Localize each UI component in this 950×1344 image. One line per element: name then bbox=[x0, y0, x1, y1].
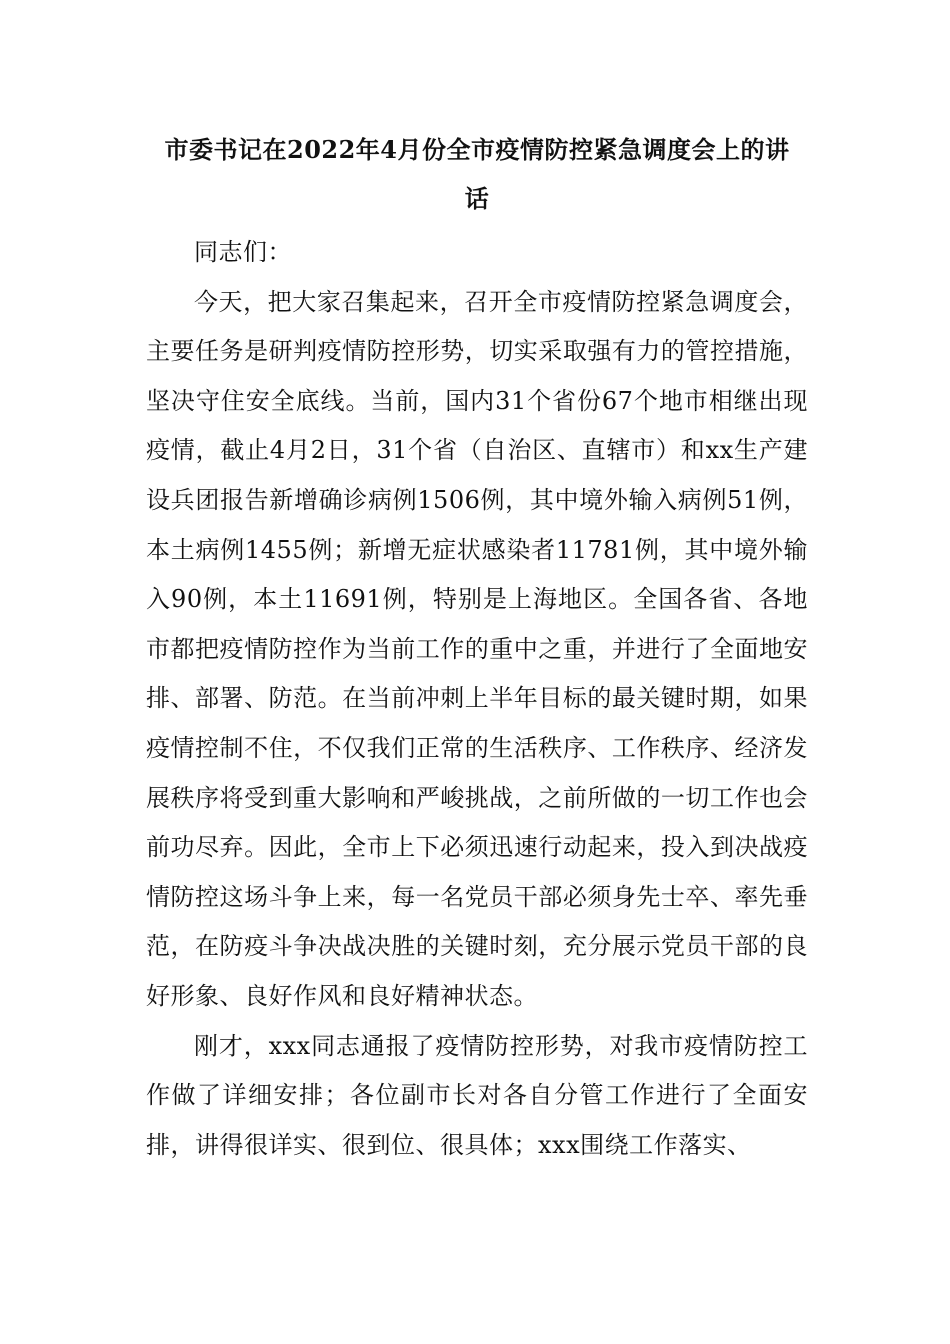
document-body bbox=[146, 228, 808, 1170]
paragraph-1: 今天，把大家召集起来，召开全市疫情防控紧急调度会，主要任务是研判疫情防控形势，切实采取强有力的管控措施，坚决守住安全底线。当前，国内31个省份67个地市相继出现疫情，截止4月2日，31个省（自治区、直辖市）和xx生产建设兵团报告新增确诊病例1506例，其中境外输入病例51例，本土病例1455例；新增无症状感染者11781例，其中境外输入90例，本土11691例，特别是上海地区。全国各省、各地市都把疫情防控作为当前工作的重中之重，并进行了全面地安排、部署、防范。在当前冲刺上半年目标的最关键时期，如果疫情控制不住，不仅我们正常的生活秩序、工作秩序、经济发展秩序将受到重大影响和严峻挑战，之前所做的一切工作也会前功尽弃。因此，全市上下必须迅速行动起来，投入到决战疫情防控这场斗争上来，每一名党员干部必须身先士卒、率先垂范，在防疫斗争决战决胜的关键时刻，充分展示党员干部的良好形象、良好作风和良好精神状态。 bbox=[146, 287, 808, 1010]
document-title-line-2: 话 bbox=[464, 184, 490, 213]
document-title-line-1: 市委书记在2022年4月份全市疫情防控紧急调度会上的讲 bbox=[164, 135, 790, 164]
paragraph-2: 刚才，xxx同志通报了疫情防控形势，对我市疫情防控工作做了详细安排；各位副市长对各自分管工作进行了全面安排，讲得很详实、很到位、很具体；xxx围绕工作落实、 bbox=[146, 1031, 808, 1159]
salutation: 同志们： bbox=[194, 238, 292, 266]
